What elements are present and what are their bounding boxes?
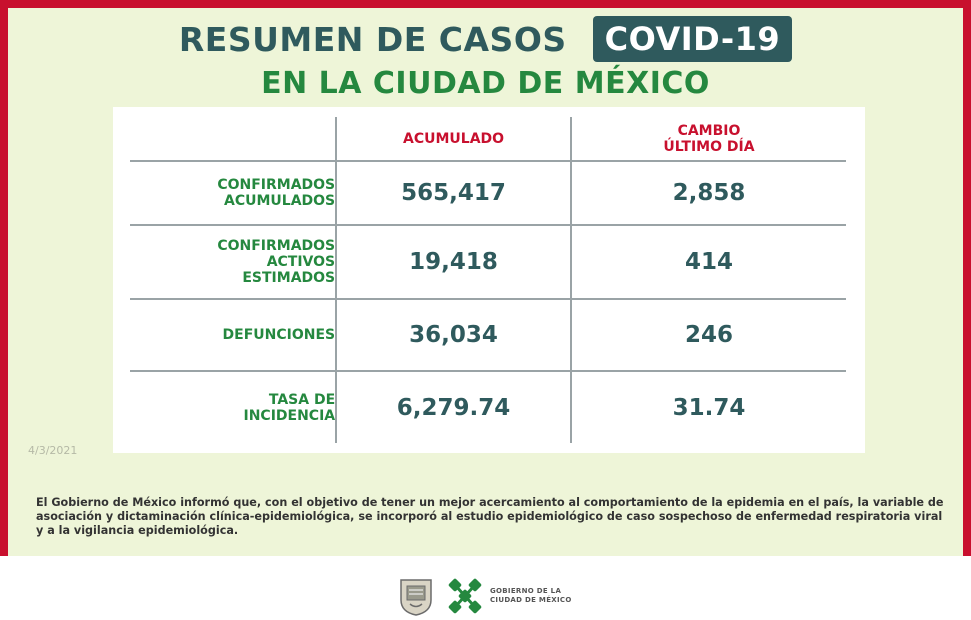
table-row	[130, 161, 846, 225]
footer	[0, 556, 971, 620]
header-cambio	[571, 117, 846, 161]
table-row	[130, 299, 846, 371]
report-date: 4/3/2021	[28, 444, 78, 457]
title-row	[0, 14, 971, 64]
cases-table-card	[113, 107, 865, 453]
cambio-value: 246	[571, 299, 846, 371]
table-row	[130, 371, 846, 443]
header-cambio-line2: ÚLTIMO DÍA	[663, 138, 755, 155]
logo-text-line2: CIUDAD DE MÉXICO	[490, 596, 572, 604]
table-row	[130, 225, 846, 299]
header-acumulado	[336, 117, 571, 161]
city-seal-icon	[399, 578, 433, 616]
row-label	[130, 225, 336, 299]
covid-badge: COVID-19	[593, 16, 792, 62]
acumulado-value: 19,418	[336, 225, 571, 299]
row-label-line: CONFIRMADOS	[217, 177, 336, 193]
acumulado-value: 36,034	[336, 299, 571, 371]
row-label	[130, 299, 336, 371]
row-label	[130, 161, 336, 225]
row-label	[130, 371, 336, 443]
cases-table	[130, 117, 846, 443]
acumulado-value: 565,417	[336, 161, 571, 225]
disclaimer-note: El Gobierno de México informó que, con el objetivo de tener un mejor acercamiento al comportamiento de la epidemia en el país, la variable de asociación y dictaminación clínica-epidemiológica, se incorporó al estudio epidemiológico de caso sospechoso de enfermedad respiratoria viral y a la vigilancia epidemiológica.	[36, 496, 944, 537]
page-title: RESUMEN DE CASOS	[178, 19, 567, 59]
cambio-value: 2,858	[571, 161, 846, 225]
row-label-line: TASA DE	[268, 391, 336, 408]
row-label-line: ACTIVOS	[266, 254, 336, 270]
row-label-line: ESTIMADOS	[242, 270, 336, 286]
row-label-line: DEFUNCIONES	[222, 327, 336, 343]
cambio-value: 31.74	[571, 371, 846, 443]
cambio-value: 414	[571, 225, 846, 299]
row-label-line: CONFIRMADOS	[217, 238, 336, 254]
header-acumulado-label: ACUMULADO	[403, 130, 505, 147]
header-cambio-line1: CAMBIO	[677, 122, 741, 139]
logo-text-line1: GOBIERNO DE LA	[490, 587, 562, 595]
row-label-line: INCIDENCIA	[243, 407, 336, 424]
cdmx-logo-icon	[446, 576, 484, 616]
page-subtitle: EN LA CIUDAD DE MÉXICO	[261, 66, 710, 101]
cdmx-logo-text	[490, 587, 572, 605]
acumulado-value: 6,279.74	[336, 371, 571, 443]
row-label-line: ACUMULADOS	[224, 193, 336, 209]
table-header-row	[130, 117, 846, 161]
header-empty-cell	[130, 117, 336, 161]
